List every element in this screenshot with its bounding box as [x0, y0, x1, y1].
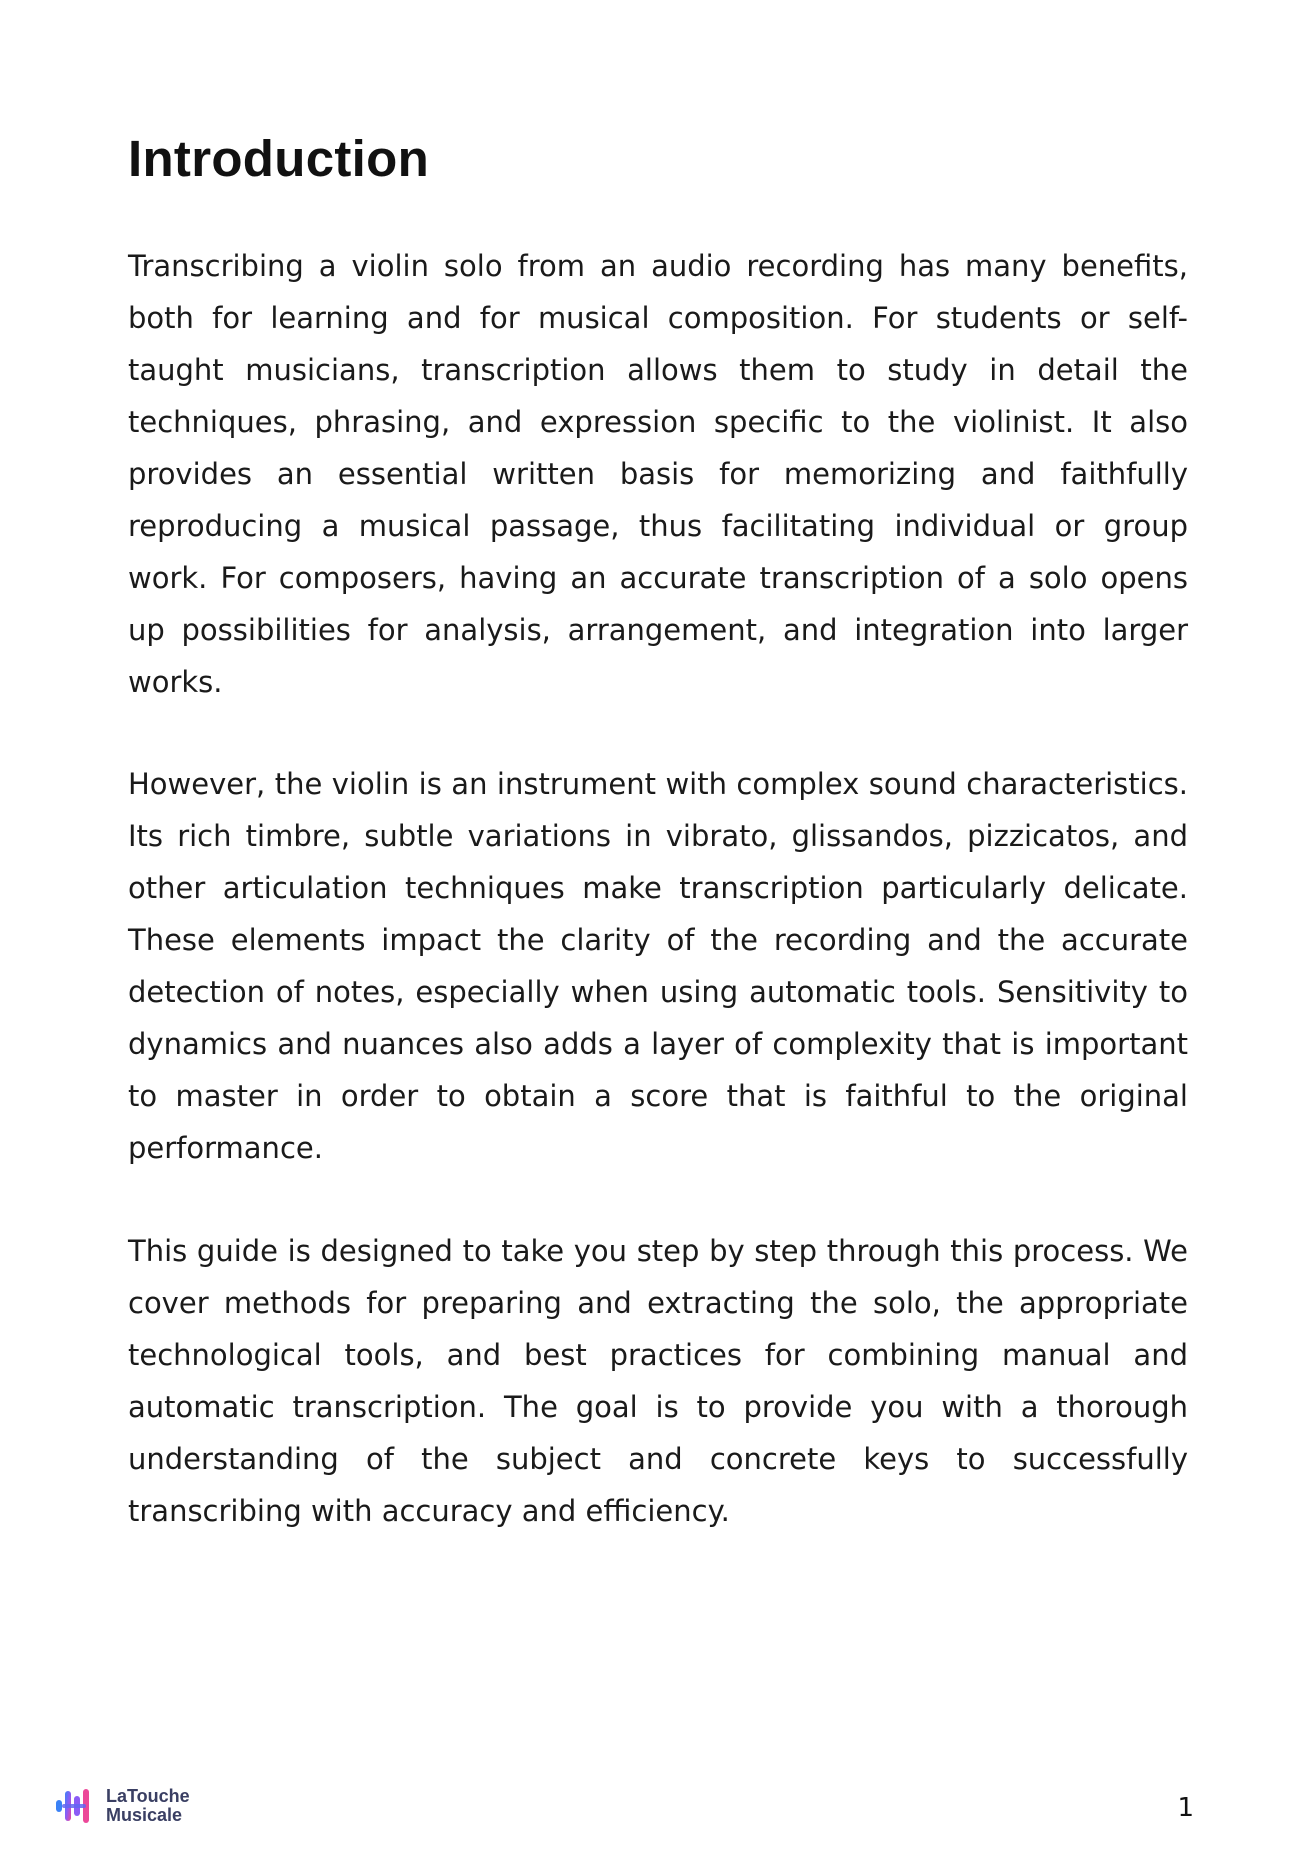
logo-line-musicale: Musicale	[106, 1805, 183, 1825]
page-number: 1	[1177, 1793, 1194, 1823]
paragraph-benefits: Transcribing a violin solo from an audio recording has many benefits, both for learning and for musical composition. For students or self-taught musicians, transcription allows them to study in detail the techniques, phrasing, and expression specific to the violinist. It also provides an essential written basis for memorizing and faithfully reproducing a musical passage, thus facilitating individual or group work. For composers, having an accurate transcription of a solo opens up possibilities for analysis, arrangement, and integration into larger works.	[128, 249, 1188, 699]
paragraph-violin-complexity: However, the violin is an instrument with complex sound characteristics. Its rich timbre, subtle variations in vibrato, glissandos, pizzicatos, and other articulation techniques make transcription particularly delicate. These elements impact the clarity of the recording and the accurate detection of notes, especially when using automatic tools. Sensitivity to dynamics and nuances also adds a layer of complexity that is important to master in order to obtain a score that is faithful to the original performance.	[128, 767, 1188, 1165]
paragraph-guide-overview: This guide is designed to take you step by step through this process. We cover methods for preparing and extracting the solo, the appropriate technological tools, and best practices for combining manual and automatic transcription. The goal is to provide you with a thorough understanding of the subject and concrete keys to successfully transcribing with accuracy and efficiency.	[128, 1234, 1188, 1528]
footer-logo	[54, 1786, 190, 1826]
sound-wave-icon	[54, 1786, 96, 1826]
logo-line-latouche: LaTouche	[106, 1786, 190, 1806]
logo-wordmark	[106, 1787, 190, 1825]
page-title: Introduction	[128, 130, 430, 187]
